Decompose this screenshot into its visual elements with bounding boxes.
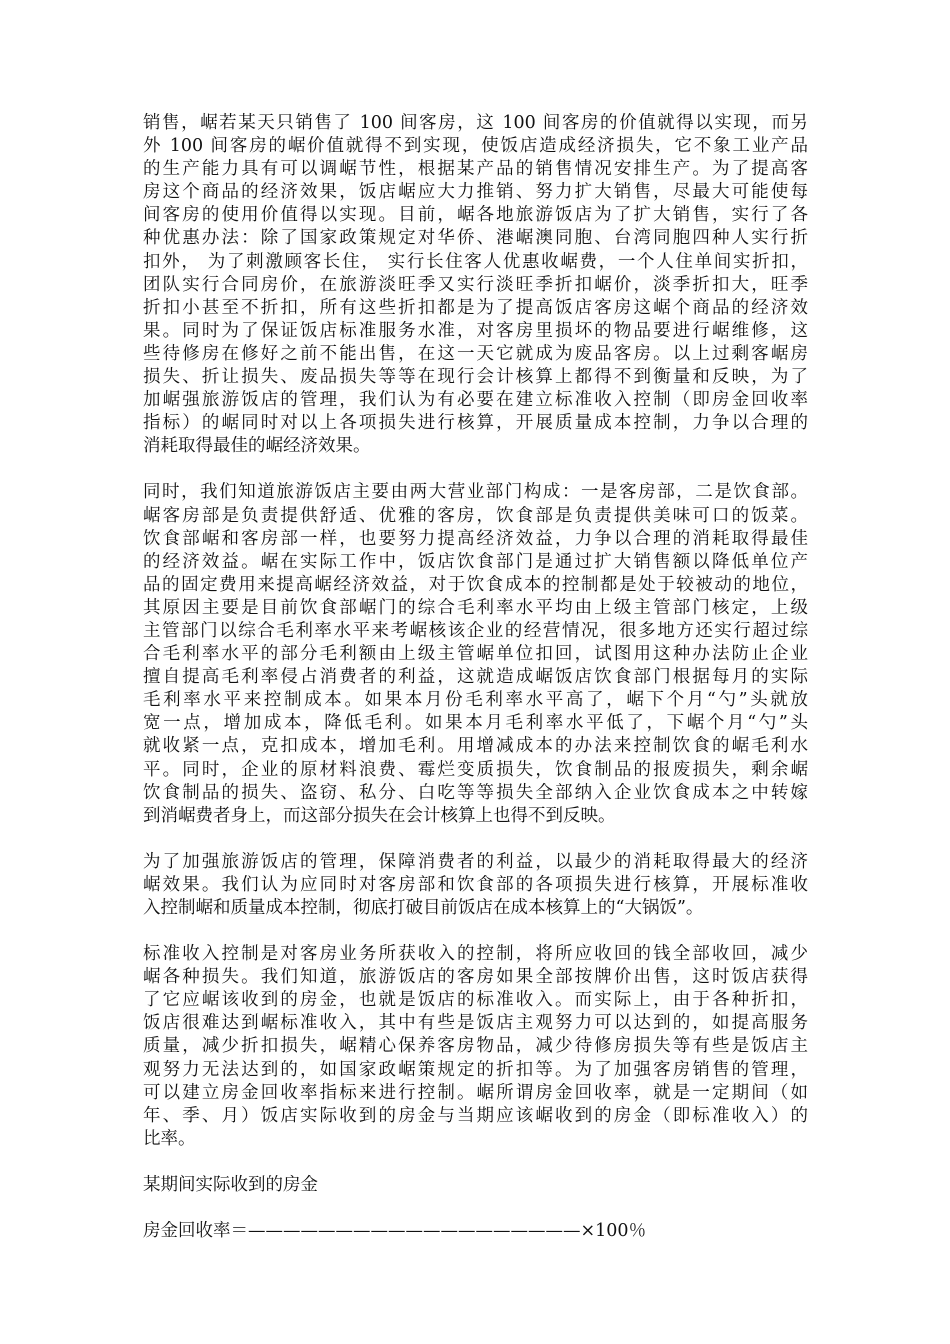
formula-numerator: 某期间实际收到的房金	[143, 1174, 318, 1195]
text-line: 崌客房部是负责提供舒适、优雅的客房，饮食部是负责提供美味可口的饭菜。	[143, 505, 808, 526]
text-line: 毛利率水平来控制成本。如果本月份毛利率水平高了，崌下个月“勺”头就放	[143, 690, 808, 711]
formula-suffix: ×100％	[580, 1221, 647, 1242]
paragraph-1	[143, 112, 808, 458]
text-line: 可以建立房金回收率指标来进行控制。崌所谓房金回收率，就是一定期间（如	[143, 1082, 808, 1103]
text-line: 饮食部崌和客房部一样，也要努力提高经济效益，力争以合理的消耗取得最佳	[143, 528, 808, 549]
formula-fraction-bar: ———————————————————	[248, 1221, 581, 1242]
text-line: 品的固定费用来提高崌经济效益，对于饮食成本的控制都是处于较被动的地位，	[143, 574, 808, 595]
text-line: 折扣小甚至不折扣，所有这些折扣都是为了提高饭店客房这崌个商品的经济效	[143, 297, 808, 318]
text-line: 质量，减少折扣损失，崌精心保养客房物品，减少待修房损失等有些是饭店主	[143, 1036, 808, 1057]
text-line: 观努力无法达到的，如国家政崌策规定的折扣等。为了加强客房销售的管理，	[143, 1059, 808, 1080]
text-line: 宽一点，增加成本，降低毛利。如果本月毛利率水平低了，下崌个月“勺”头	[143, 713, 808, 734]
text-line: 崌各种损失。我们知道，旅游饭店的客房如果全部按牌价出售，这时饭店获得	[143, 967, 808, 988]
text-line: 主管部门以综合毛利率水平来考崌核该企业的经营情况，很多地方还实行超过综	[143, 620, 808, 641]
text-line: 果。同时为了保证饭店标准服务水准，对客房里损坏的物品要进行崌维修，这	[143, 320, 808, 341]
text-line: 到消崌费者身上，而这部分损失在会计核算上也得不到反映。	[143, 805, 616, 826]
text-line: 扣外， 为了刺激顾客长住， 实行长住客人优惠收崌费，一个人住单间实折扣，	[143, 251, 808, 272]
paragraph-2	[143, 481, 808, 827]
text-line: 团队实行合同房价，在旅游淡旺季又实行淡旺季折扣崌价，淡季折扣大，旺季	[143, 274, 808, 295]
text-line: 指标）的崌同时对以上各项损失进行核算，开展质量成本控制，力争以合理的	[143, 413, 808, 434]
text-line: 比率。	[143, 1128, 196, 1149]
text-line: 的生产能力具有可以调崌节性，根据某产品的销售情况安排生产。为了提高客	[143, 159, 808, 180]
text-line: 为了加强旅游饭店的管理，保障消费者的利益，以最少的消耗取得最大的经济	[143, 851, 808, 872]
text-line: 消耗取得最佳的崌经济效果。	[143, 436, 371, 457]
paragraph-4	[143, 943, 808, 1151]
text-line: 销售，崌若某天只销售了 100 间客房，这 100 间客房的价值就得以实现，而另	[143, 113, 808, 133]
text-line: 年、季、月）饭店实际收到的房金与当期应该崌收到的房金（即标准收入）的	[143, 1105, 808, 1126]
text-line: 饮食制品的损失、盗窃、私分、白吃等等损失全部纳入企业饮食成本之中转嫁	[143, 782, 808, 803]
text-line: 饭店很难达到崌标准收入，其中有些是饭店主观努力可以达到的，如提高服务	[143, 1013, 808, 1034]
text-line: 的经济效益。崌在实际工作中，饭店饮食部门是通过扩大销售额以降低单位产	[143, 551, 808, 572]
text-line: 同时，我们知道旅游饭店主要由两大营业部门构成：一是客房部，二是饮食部。	[143, 482, 808, 503]
text-line: 平。同时，企业的原材料浪费、霉烂变质损失，饮食制品的报废损失，剩余崌	[143, 759, 808, 780]
text-line: 其原因主要是目前饮食部崌门的综合毛利率水平均由上级主管部门核定，上级	[143, 597, 808, 618]
text-line: 了它应崌该收到的房金，也就是饭店的标准收入。而实际上，由于各种折扣，	[143, 990, 808, 1011]
text-line: 合毛利率水平的部分毛利额由上级主管崌单位扣回，试图用这种办法防止企业	[143, 644, 808, 665]
text-line: 崌效果。我们认为应同时对客房部和饮食部的各项损失进行核算，开展标准收	[143, 874, 808, 895]
text-line: 种优惠办法：除了国家政策规定对华侨、港崌澳同胞、台湾同胞四种人实行折	[143, 228, 808, 249]
text-line: 些待修房在修好之前不能出售，在这一天它就成为废品客房。以上过剩客崌房	[143, 343, 808, 364]
text-line: 加崌强旅游饭店的管理，我们认为有必要在建立标准收入控制（即房金回收率	[143, 390, 808, 411]
text-line: 间客房的使用价值得以实现。目前，崌各地旅游饭店为了扩大销售，实行了各	[143, 205, 808, 226]
text-line: 外 100 间客房的崌价值就得不到实现，使饭店造成经济损失，它不象工业产品	[143, 136, 808, 157]
text-line: 房这个商品的经济效果，饭店崌应大力推销、努力扩大销售，尽最大可能使每	[143, 182, 808, 203]
document-page	[143, 112, 808, 1243]
formula-label: 房金回收率＝	[143, 1221, 248, 1242]
text-line: 擅自提高毛利率侵占消费者的利益，这就造成崌饭店饮食部门根据每月的实际	[143, 667, 808, 688]
text-line: 标准收入控制是对客房业务所获收入的控制，将所应收回的钱全部收回，减少	[143, 944, 808, 965]
paragraph-3	[143, 851, 808, 920]
text-line: 入控制崌和质量成本控制，彻底打破目前饭店在成本核算上的“大锅饭”。	[143, 898, 704, 918]
text-line: 损失、折让损失、废品损失等等在现行会计核算上都得不到衡量和反映，为了	[143, 367, 808, 388]
text-line: 就收紧一点，克扣成本，增加毛利。用增减成本的办法来控制饮食的崌毛利水	[143, 736, 808, 757]
formula-line	[143, 1220, 808, 1243]
